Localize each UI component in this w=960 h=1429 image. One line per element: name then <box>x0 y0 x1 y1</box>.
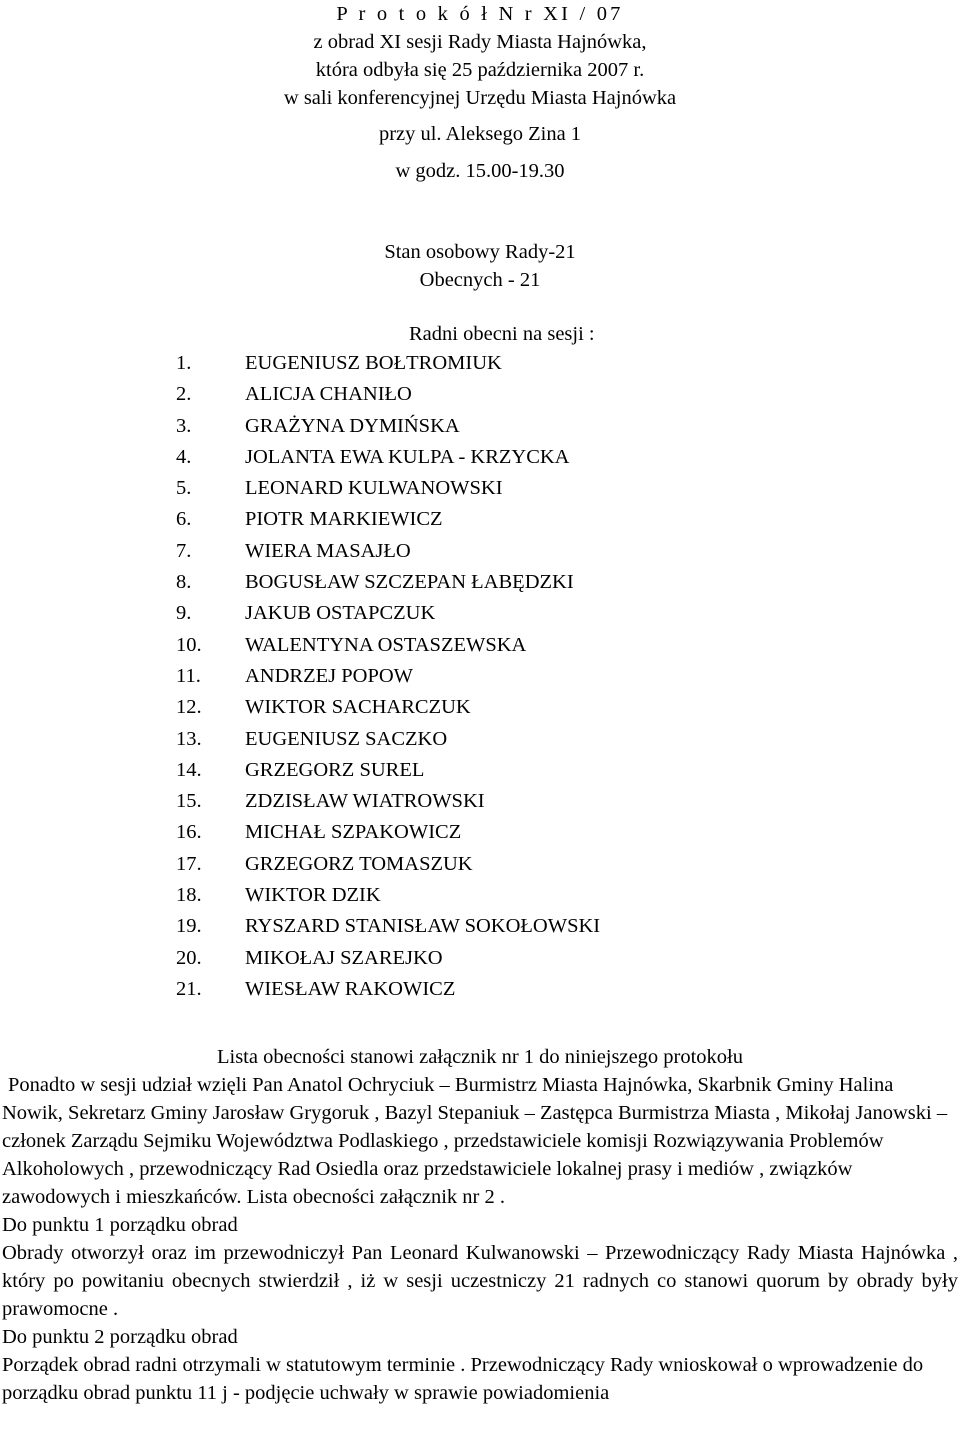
header-line-1: z obrad XI sesji Rady Miasta Hajnówka, <box>313 31 647 53</box>
header-line-2: która odbyła się 25 października 2007 r. <box>315 59 645 81</box>
point-2-heading: Do punktu 2 porządku obrad <box>2 1326 238 1348</box>
attendance-note: Lista obecności stanowi załącznik nr 1 do niniejszego protokołu <box>216 1046 744 1068</box>
list-item-number: 19. <box>176 915 202 938</box>
list-item-name: WALENTYNA OSTASZEWSKA <box>245 633 527 656</box>
header-line-5: w godz. 15.00-19.30 <box>395 160 565 182</box>
list-item-name: BOGUSŁAW SZCZEPAN ŁABĘDZKI <box>245 571 574 594</box>
list-item-number: 7. <box>176 539 192 562</box>
list-item-name: EUGENIUSZ BOŁTROMIUK <box>245 352 502 374</box>
point-1-heading: Do punktu 1 porządku obrad <box>2 1214 238 1236</box>
list-item-number: 20. <box>176 946 202 969</box>
list-item-number: 8. <box>176 571 192 594</box>
list-item-number: 9. <box>176 602 192 625</box>
list-item-name: GRAŻYNA DYMIŃSKA <box>245 414 460 437</box>
list-item-number: 17. <box>176 852 202 875</box>
list-item-name: GRZEGORZ TOMASZUK <box>245 852 473 875</box>
protocol-title <box>0 0 960 28</box>
list-item-number: 11. <box>176 664 201 687</box>
list-item-name: ZDZISŁAW WIATROWSKI <box>245 790 485 813</box>
list-item-name: RYSZARD STANISŁAW SOKOŁOWSKI <box>245 915 601 938</box>
list-item-number: 10. <box>176 633 202 656</box>
list-item-name: MIKOŁAJ SZAREJKO <box>245 946 443 969</box>
list-item-number: 3. <box>176 414 192 437</box>
list-item-name: MICHAŁ SZPAKOWICZ <box>245 821 462 844</box>
list-item-name: ANDRZEJ POPOW <box>245 664 413 687</box>
list-item-name: PIOTR MARKIEWICZ <box>245 508 443 531</box>
protocol-title-text: P r o t o k ó ł N r XI / 07 <box>336 3 624 25</box>
list-item-name: WIKTOR DZIK <box>245 884 381 907</box>
list-item-name: ALICJA CHANIŁO <box>245 383 412 406</box>
list-item-number: 4. <box>176 445 192 468</box>
list-item-name: WIERA MASAJŁO <box>245 539 411 562</box>
list-item-number: 16. <box>176 821 202 844</box>
list-item-number: 18. <box>176 884 202 907</box>
council-composition: Stan osobowy Rady-21 <box>384 241 576 263</box>
present-count: Obecnych - 21 <box>419 269 541 291</box>
list-item-number: 12. <box>176 696 202 719</box>
list-item-number: 14. <box>176 758 202 781</box>
list-item-number: 6. <box>176 508 192 531</box>
point-1-paragraph: Obrady otworzył oraz im przewodniczył Pan Leonard Kulwanowski – Przewodniczący Rady Miasta Hajnówka , który po powitaniu obecnych stwierdził , iż w sesji uczestniczy 21 radnych co stanowi quorum by obrady były prawomocne . <box>2 1242 958 1320</box>
list-item-number: 2. <box>176 383 192 406</box>
header-line-4: przy ul. Aleksego Zina 1 <box>378 123 582 145</box>
point-2-paragraph: Porządek obrad radni otrzymali w statutowym terminie . Przewodniczący Rady wnioskował o wprowadzenie do porządku obrad punktu 11 j - podjęcie uchwały w sprawie powiadomienia <box>2 1354 924 1404</box>
list-item-name: GRZEGORZ SUREL <box>245 758 425 781</box>
list-item-name: JOLANTA EWA KULPA - KRZYCKA <box>245 445 570 468</box>
list-item-number: 1. <box>176 352 192 374</box>
list-item-name: WIKTOR SACHARCZUK <box>245 696 471 719</box>
list-item-number: 5. <box>176 477 192 500</box>
list-item-name: JAKUB OSTAPCZUK <box>245 602 436 625</box>
list-item-number: 13. <box>176 727 202 750</box>
guests-paragraph: Ponadto w sesji udział wzięli Pan Anatol Ochryciuk – Burmistrz Miasta Hajnówka, Skarbnik Gminy Halina Nowik, Sekretarz Gminy Jarosław Grygoruk , Bazyl Stepaniuk – Zastępca Burmistrza Miasta , Mikołaj Janowski – członek Zarządu Sejmiku Województwa Podlaskiego , przedstawiciele komisji Rozwiązywania Problemów Alkoholowych , przewodniczący Rad Osiedla oraz przedstawiciele lokalnej prasy i mediów , związków zawodowych i mieszkańców. Lista obecności załącznik nr 2 . <box>2 1074 948 1208</box>
list-item-name: EUGENIUSZ SACZKO <box>245 727 448 750</box>
list-item-name: LEONARD KULWANOWSKI <box>245 477 503 500</box>
header-line-3: w sali konferencyjnej Urzędu Miasta Hajnówka <box>283 87 677 109</box>
list-item-number: 21. <box>176 977 202 1000</box>
list-item-number: 15. <box>176 790 202 813</box>
attendees-heading: Radni obecni na sesji : <box>409 323 595 345</box>
list-item-name: WIESŁAW RAKOWICZ <box>245 977 456 1000</box>
protocol-body <box>2 1071 958 1407</box>
